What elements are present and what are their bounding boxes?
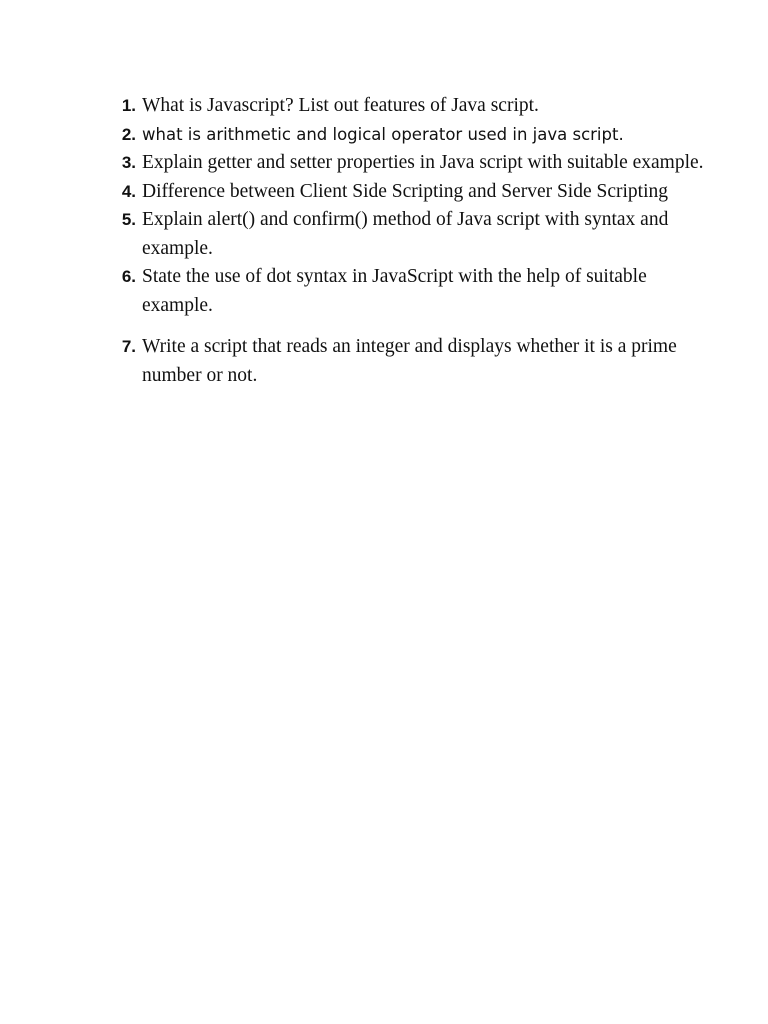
question-number: 7. bbox=[121, 337, 136, 356]
question-item-7 bbox=[106, 333, 706, 390]
question-item-5 bbox=[106, 206, 706, 263]
question-number: 5. bbox=[121, 210, 136, 229]
question-number: 6. bbox=[121, 267, 136, 286]
question-item-1 bbox=[106, 92, 706, 121]
question-text: Explain getter and setter properties in Java script with suitable example. bbox=[142, 152, 704, 173]
question-number: 4. bbox=[121, 181, 136, 201]
question-text: What is Javascript? List out features of Java script. bbox=[142, 95, 539, 116]
question-text: Difference between Client Side Scripting and Server Side Scripting bbox=[142, 180, 669, 202]
question-number: 1. bbox=[121, 96, 136, 115]
question-number: 3. bbox=[121, 153, 136, 172]
question-item-6 bbox=[106, 263, 706, 320]
question-item-4 bbox=[106, 178, 706, 207]
question-text: Write a script that reads an integer and displays whether it is a prime number or not. bbox=[142, 336, 677, 386]
question-list bbox=[106, 92, 706, 390]
question-item-3 bbox=[106, 149, 706, 178]
question-text: State the use of dot syntax in JavaScript with the help of suitable example. bbox=[142, 266, 647, 316]
question-text: what is arithmetic and logical operator used in java script. bbox=[142, 124, 624, 144]
question-text: Explain alert() and confirm() method of Java script with syntax and example. bbox=[142, 209, 669, 259]
question-item-2 bbox=[106, 121, 706, 150]
question-number: 2. bbox=[121, 124, 136, 144]
